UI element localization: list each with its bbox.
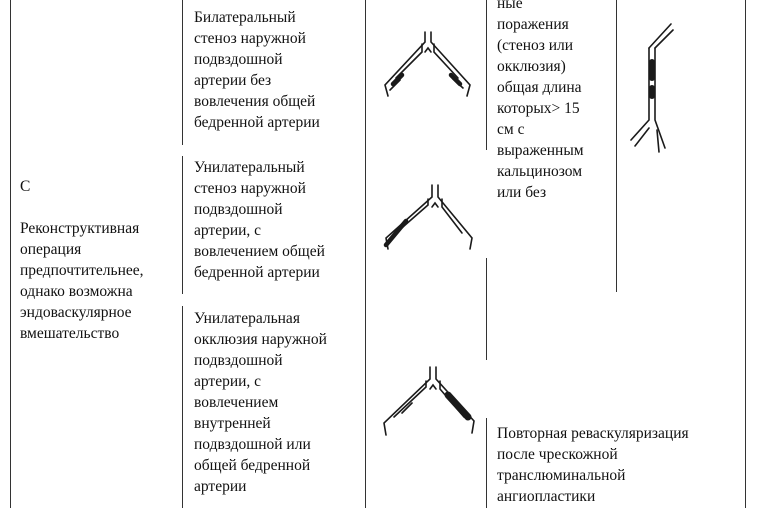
bilateral-stenosis-diagram-icon	[380, 30, 475, 100]
unilateral-stenosis-diagram-icon	[380, 183, 475, 253]
recommendation-line: вмешательство	[20, 325, 120, 342]
lesion-line: выраженным	[497, 142, 584, 159]
lesion-line: подвздошной или	[194, 436, 311, 453]
lesion-line: кальцинозом	[497, 163, 583, 180]
column-divider-3b	[486, 258, 487, 360]
lesion-line: артерии, с	[194, 222, 262, 239]
lesion-line: вовлечения общей	[194, 93, 316, 110]
lesion-line: поражения	[497, 16, 569, 33]
lesion-line: вовлечением	[194, 394, 279, 411]
lesion-line: окклюзия)	[497, 58, 566, 75]
lesion-line: общая длина	[497, 79, 582, 96]
column-divider-4	[616, 0, 617, 292]
column-divider-3a	[486, 0, 487, 150]
recommendation-line: однако возможна	[20, 283, 133, 300]
lesion-line: Унилатеральный	[194, 159, 305, 176]
lesion-line: бедренной артерии	[194, 114, 320, 131]
lesion-line: бедренной артерии	[194, 264, 320, 281]
lesion-line: Билатеральный	[194, 9, 296, 26]
recommendation-line: Реконструктивная	[20, 220, 140, 237]
lesion-line: подвздошной	[194, 352, 283, 369]
lesion-line: Унилатеральная	[194, 310, 300, 327]
lesion-line: подвздошной	[194, 51, 283, 68]
revascularization-line: ангиопластики	[497, 488, 596, 505]
revascularization-line: Повторная реваскуляризация	[497, 425, 689, 442]
recommendation-line: операция	[20, 241, 82, 258]
table-border-left	[10, 0, 11, 508]
lesion-line: см с	[497, 121, 525, 138]
revascularization-line: транслюминальной	[497, 467, 626, 484]
lesion-line: подвздошной	[194, 201, 283, 218]
lesion-line: вовлечением общей	[194, 243, 325, 260]
long-segment-lesion-diagram-icon	[625, 20, 675, 160]
lesion-line: окклюзия наружной	[194, 331, 327, 348]
column-divider-2	[365, 0, 366, 508]
column-divider-1	[182, 0, 183, 145]
lesion-line: (стеноз или	[497, 37, 574, 54]
lesion-line: которых> 15	[497, 100, 580, 117]
lesion-line: или без	[497, 184, 547, 201]
lesion-line: стеноз наружной	[194, 180, 306, 197]
table-border-right	[745, 0, 746, 508]
unilateral-occlusion-diagram-icon	[378, 365, 478, 440]
lesion-line: артерии, с	[194, 373, 262, 390]
column-divider-1b	[182, 156, 183, 294]
recommendation-line: предпочтительнее,	[20, 262, 144, 279]
lesion-line: артерии	[194, 478, 247, 495]
recommendation-line: эндоваскулярное	[20, 304, 132, 321]
lesion-line: внутренней	[194, 415, 271, 432]
lesion-line: ные	[497, 0, 523, 12]
column-divider-1c	[182, 306, 183, 508]
lesion-line: общей бедренной	[194, 457, 311, 474]
lesion-line: стеноз наружной	[194, 30, 306, 47]
revascularization-line: после чрескожной	[497, 446, 618, 463]
lesion-line: артерии без	[194, 72, 272, 89]
column-divider-3c	[486, 418, 487, 508]
classification-grade: C	[20, 178, 31, 195]
